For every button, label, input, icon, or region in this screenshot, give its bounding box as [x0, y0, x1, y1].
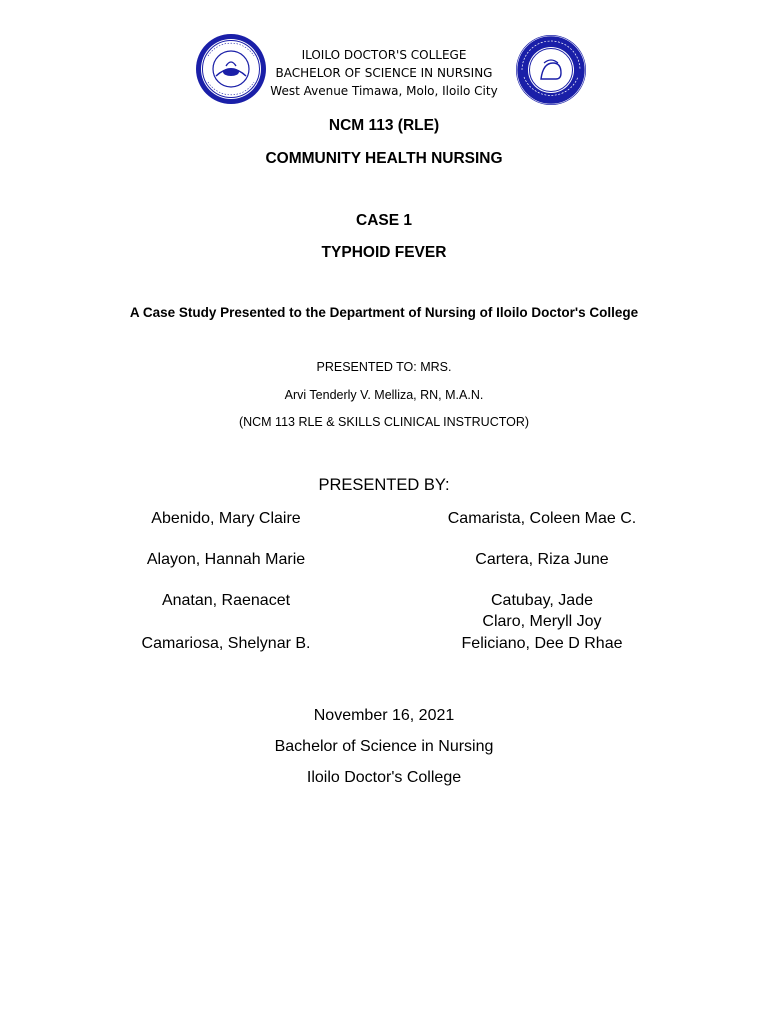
presenter-name: Abenido, Mary Claire	[151, 510, 301, 527]
presenter-name: Cartera, Riza June	[475, 551, 609, 568]
college-address: West Avenue Timawa, Molo, Iloilo City	[270, 84, 498, 98]
instructor-role: (NCM 113 RLE & SKILLS CLINICAL INSTRUCTOR)	[238, 415, 530, 429]
footer-program: Bachelor of Science in Nursing	[274, 738, 494, 755]
presenter-name: Catubay, Jade	[491, 592, 593, 609]
program-name: BACHELOR OF SCIENCE IN NURSING	[275, 66, 493, 80]
college-header	[264, 46, 504, 100]
presenter-name: Camarista, Coleen Mae C.	[447, 510, 637, 527]
case-study-description: A Case Study Presented to the Department of Nursing of Iloilo Doctor's College	[129, 305, 639, 320]
case-number: CASE 1	[356, 212, 412, 229]
presenter-name: Camariosa, Shelynar B.	[141, 635, 311, 652]
presented-by-label: PRESENTED BY:	[318, 476, 450, 494]
course-code: NCM 113 (RLE)	[328, 117, 440, 134]
presenter-name: Feliciano, Dee D Rhae	[461, 635, 623, 652]
presenter-name: Alayon, Hannah Marie	[146, 551, 306, 568]
instructor-name: Arvi Tenderly V. Melliza, RN, M.A.N.	[284, 388, 484, 402]
college-name: ILOILO DOCTOR'S COLLEGE	[301, 48, 467, 62]
presented-to-label: PRESENTED TO: MRS.	[316, 360, 452, 374]
case-topic: TYPHOID FEVER	[321, 244, 447, 261]
course-name: COMMUNITY HEALTH NURSING	[265, 150, 503, 167]
presenter-name: Anatan, Raenacet	[161, 592, 291, 609]
submission-date: November 16, 2021	[313, 707, 455, 724]
presenter-name: Claro, Meryll Joy	[482, 613, 602, 630]
footer-college: Iloilo Doctor's College	[306, 769, 462, 786]
college-seal-icon	[194, 32, 268, 106]
nursing-seal-icon	[514, 33, 588, 107]
